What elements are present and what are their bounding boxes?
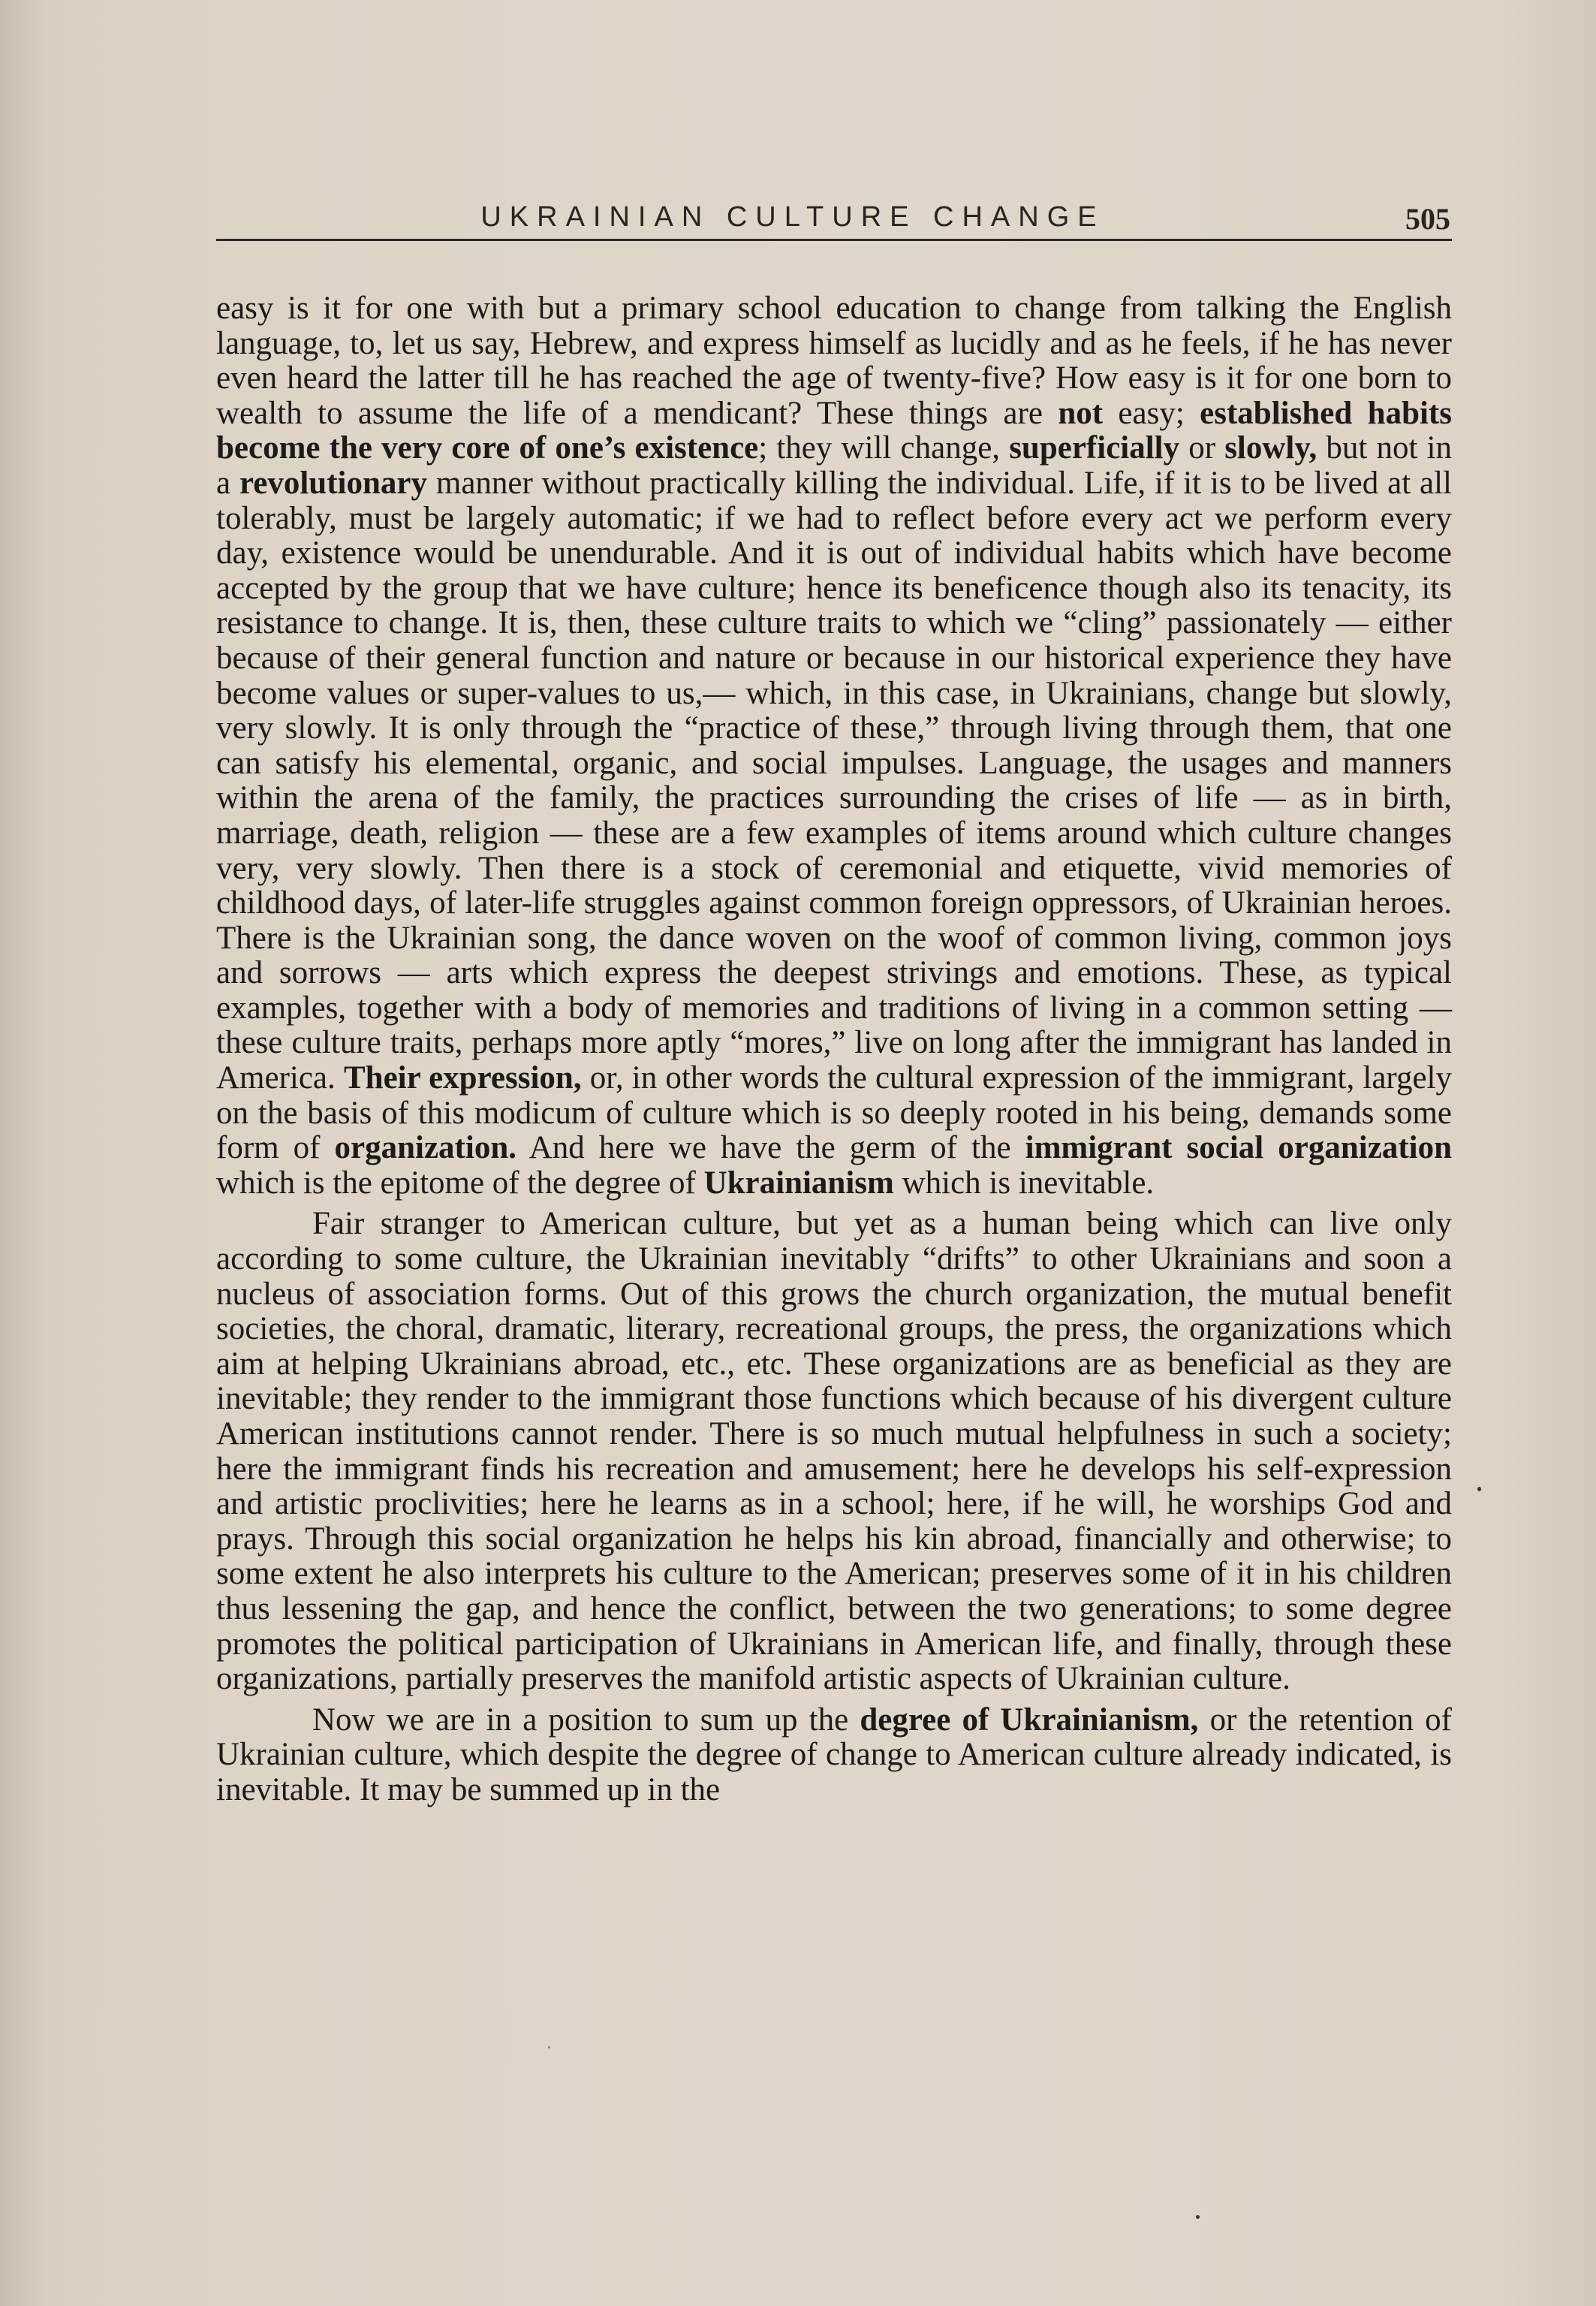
header-rule [216,239,1452,241]
text-run: or [1179,430,1225,466]
running-head [216,197,1452,242]
bold-text-run: organization. [334,1130,516,1166]
bold-text-run: superficially [1009,430,1180,466]
bold-text-run: slowly, [1224,430,1317,466]
body-text [216,291,1452,1808]
running-title: UKRAINIAN CULTURE CHANGE [480,201,1105,233]
paragraph [216,291,1452,1201]
text-run: And here we have the germ of the [516,1130,1025,1166]
print-speck [1477,1487,1481,1491]
text-run: manner without practically killing the individual. Life, if it is to be lived at all tolerably, must be largely automatic; if we had to reflect before every act we perform every day, existence would be unendurable. And it is out of individual habits which have become accepted by the group that we have culture; hence its beneficence though also its tenacity, its resistance to change. It is, then, these culture traits to which we “cling” passionately — either because of their general function and nature or because in our historical experience they have become values or super-values to us,— which, in this case, in Ukrainians, change but slowly, very slowly. It is only through the “practice of these,” through living through them, that one can satisfy his elemental, organic, and social impulses. Language, the usages and manners within the arena of the family, the practices surrounding the crises of life — as in birth, marriage, death, religion — these are a few examples of items around which culture changes very, very slowly. Then there is a stock of ceremonial and etiquette, vivid memories of childhood days, of later-life struggles against common foreign oppressors, of Ukrainian heroes. There is the Ukrainian song, the dance woven on the woof of common living, common joys and sorrows — arts which express the deepest strivings and emotions. These, as typical examples, together with a body of memories and traditions of living in a common setting — these culture traits, perhaps more aptly “mores,” live on long after the immigrant has landed in America. [216,465,1453,1096]
bold-text-run: degree of Ukrainianism, [860,1702,1199,1738]
bold-text-run: Ukrainianism [703,1165,894,1201]
bold-text-run: revolutionary [239,465,427,501]
text-run: but not in a [216,430,1452,501]
page-number: 505 [1405,202,1450,236]
text-run: Now we are in a position to sum up the [312,1702,860,1738]
text-run: Fair stranger to American culture, but yet as a human being which can live only according to some culture, the Ukrainian inevitably “drifts” to other Ukrainians and soon a nucleus of association forms. Out of this grows the church organization, the mutual benefit societies, the choral, dramatic, literary, recreational groups, the press, the organizations which aim at helping Ukrainians abroad, etc., etc. These organizations are as beneficial as they are inevitable; they render to the immigrant those functions which because of his divergent culture American institutions cannot render. There is so much mutual helpfulness in such a society; here the immigrant finds his recreation and amusement; here he develops his self-expression and artistic proclivities; here he learns as in a school; here, if he will, he worships God and prays. Through this social organization he helps his kin abroad, financially and otherwise; to some extent he also interprets his culture to the American; preserves some of it in his children thus lessening the gap, and hence the conflict, between the two generations; to some degree promotes the political participation of Ukrainians in American life, and finally, through these organizations, partially preserves the manifold artistic aspects of Ukrainian culture. [216,1206,1452,1697]
bold-text-run: Their expression, [343,1060,582,1096]
text-run: which is the epitome of the degree of [216,1165,704,1201]
text-run: which is inevitable. [893,1165,1155,1201]
bold-text-run: immigrant social organization [1025,1130,1453,1166]
paragraph [216,1207,1452,1696]
text-run: easy; [1103,395,1200,431]
text-run: or the retention of Ukrainian culture, which despite the degree of change to American culture already indicated, is inevitable. It may be summed up in the [216,1702,1452,1807]
print-speck [1196,2215,1200,2219]
paragraph [216,1703,1452,1808]
text-run: or, in other words the cultural expression of the immigrant, largely on the basis of this modicum of culture which is so deeply rooted in his being, demands some form of [216,1060,1452,1166]
text-run: easy is it for one with but a primary school education to change from talking the English language, to, let us say, Hebrew, and express himself as lucidly and as he feels, if he has never even heard the latter till he has reached the age of twenty-five? How easy is it for one born to wealth to assume the life of a mendicant? These things are [216,291,1452,431]
bold-text-run: not [1058,395,1104,431]
print-speck [548,2046,550,2048]
text-run: ; they will change, [758,430,1010,466]
bold-text-run: established habits become the very core of one’s existence [216,395,1452,466]
